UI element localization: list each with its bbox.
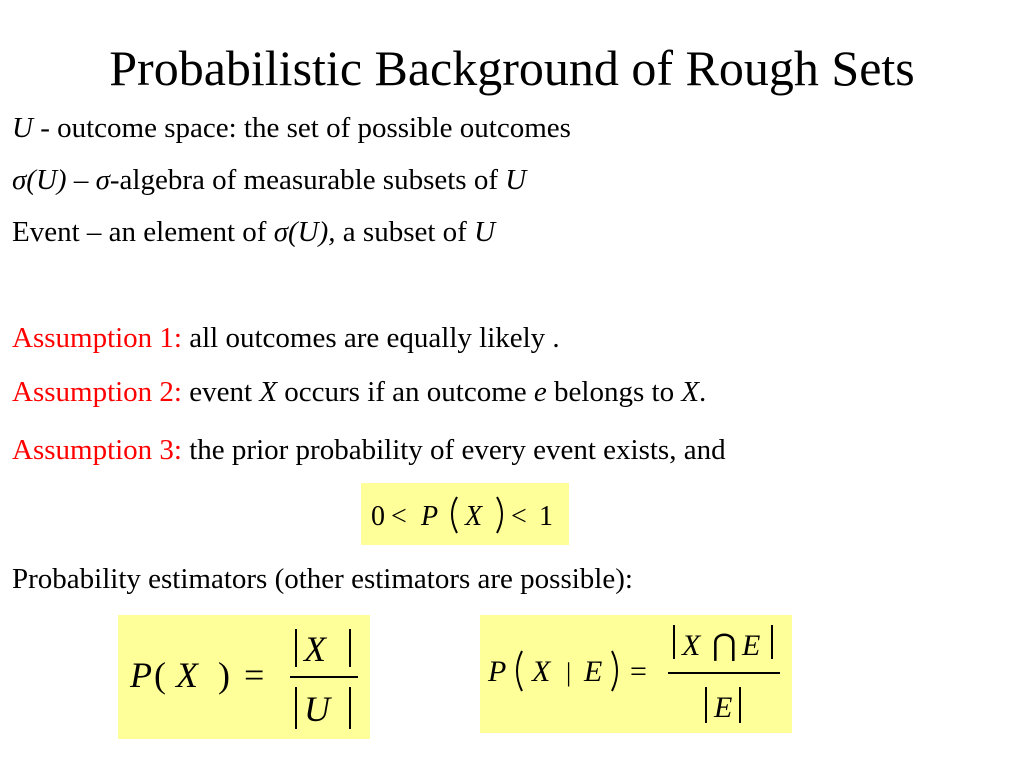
assumption-2-label: Assumption 2: — [12, 376, 182, 408]
f2-intersection: ⋂ — [712, 629, 737, 662]
ineq-less-than-1: < — [391, 501, 407, 532]
dash: – — [66, 164, 96, 196]
f2-left-paren — [517, 651, 522, 691]
f1-p: P — [130, 655, 152, 695]
f2-x: X — [532, 655, 551, 688]
f1-numerator: X — [304, 629, 326, 669]
assumption-3-label: Assumption 3: — [12, 434, 182, 466]
ineq-x: X — [465, 501, 483, 532]
symbol-x: X — [681, 376, 700, 408]
inequality-formula — [361, 483, 569, 545]
symbol-u: U — [12, 112, 33, 144]
symbol-sigma: σ — [95, 164, 110, 196]
assumption-1-text: all outcomes are equally likely . — [182, 322, 560, 354]
assumption-2-text-2: occurs if an outcome — [277, 376, 534, 408]
f2-denominator: E — [714, 691, 733, 724]
symbol-x: X — [259, 376, 278, 408]
f2-given-bar: | — [566, 658, 572, 687]
f1-denominator: U — [304, 689, 330, 729]
assumption-1-label: Assumption 1: — [12, 322, 182, 354]
right-paren — [497, 497, 502, 533]
assumption-1 — [12, 320, 560, 356]
outcome-space-line — [12, 110, 571, 146]
slide-title: Probabilistic Background of Rough Sets — [109, 40, 915, 96]
formula-2 — [480, 615, 792, 733]
outcome-space-text: - outcome space: the set of possible outcomes — [32, 112, 571, 144]
ineq-p: P — [421, 501, 439, 532]
f1-left-paren: ( — [154, 655, 166, 695]
assumption-3 — [12, 432, 726, 468]
event-text-2: a subset of — [335, 216, 475, 248]
f1-x: X — [176, 655, 198, 695]
f2-num-x: X — [682, 629, 701, 662]
f1-equals: = — [244, 655, 265, 695]
f2-e: E — [584, 655, 603, 688]
symbol-sigma-u: σ(U) — [12, 164, 67, 196]
formula-2-box — [480, 615, 792, 733]
symbol-u: U — [474, 216, 496, 248]
ineq-one: 1 — [539, 501, 553, 532]
f2-equals: = — [630, 655, 647, 688]
symbol-e: e — [533, 376, 547, 408]
f2-num-e: E — [742, 629, 761, 662]
formula-1-box — [118, 615, 370, 739]
symbol-u: U — [505, 164, 527, 196]
ineq-zero: 0 — [371, 501, 385, 532]
assumption-2-text-3: belongs to — [546, 376, 682, 408]
f2-right-paren — [612, 651, 617, 691]
inequality-box — [361, 483, 569, 545]
symbol-sigma-u: σ(U), — [273, 216, 336, 248]
ineq-less-than-2: < — [511, 501, 527, 532]
estimators-line: Probability estimators (other estimators are possible): — [12, 563, 633, 595]
sigma-algebra-line — [12, 162, 526, 198]
assumption-2-text-1: event — [182, 376, 260, 408]
assumption-2-text-4: . — [699, 376, 707, 408]
event-definition-line — [12, 214, 495, 250]
event-text-1: Event – an element of — [12, 216, 274, 248]
sigma-algebra-text: -algebra of measurable subsets of — [109, 164, 506, 196]
f2-p: P — [488, 655, 507, 688]
left-paren — [452, 497, 457, 533]
formula-1 — [118, 615, 370, 739]
assumption-2 — [12, 374, 706, 410]
assumption-3-text: the prior probability of every event exists, and — [182, 434, 726, 466]
f1-right-paren: ) — [218, 655, 230, 695]
